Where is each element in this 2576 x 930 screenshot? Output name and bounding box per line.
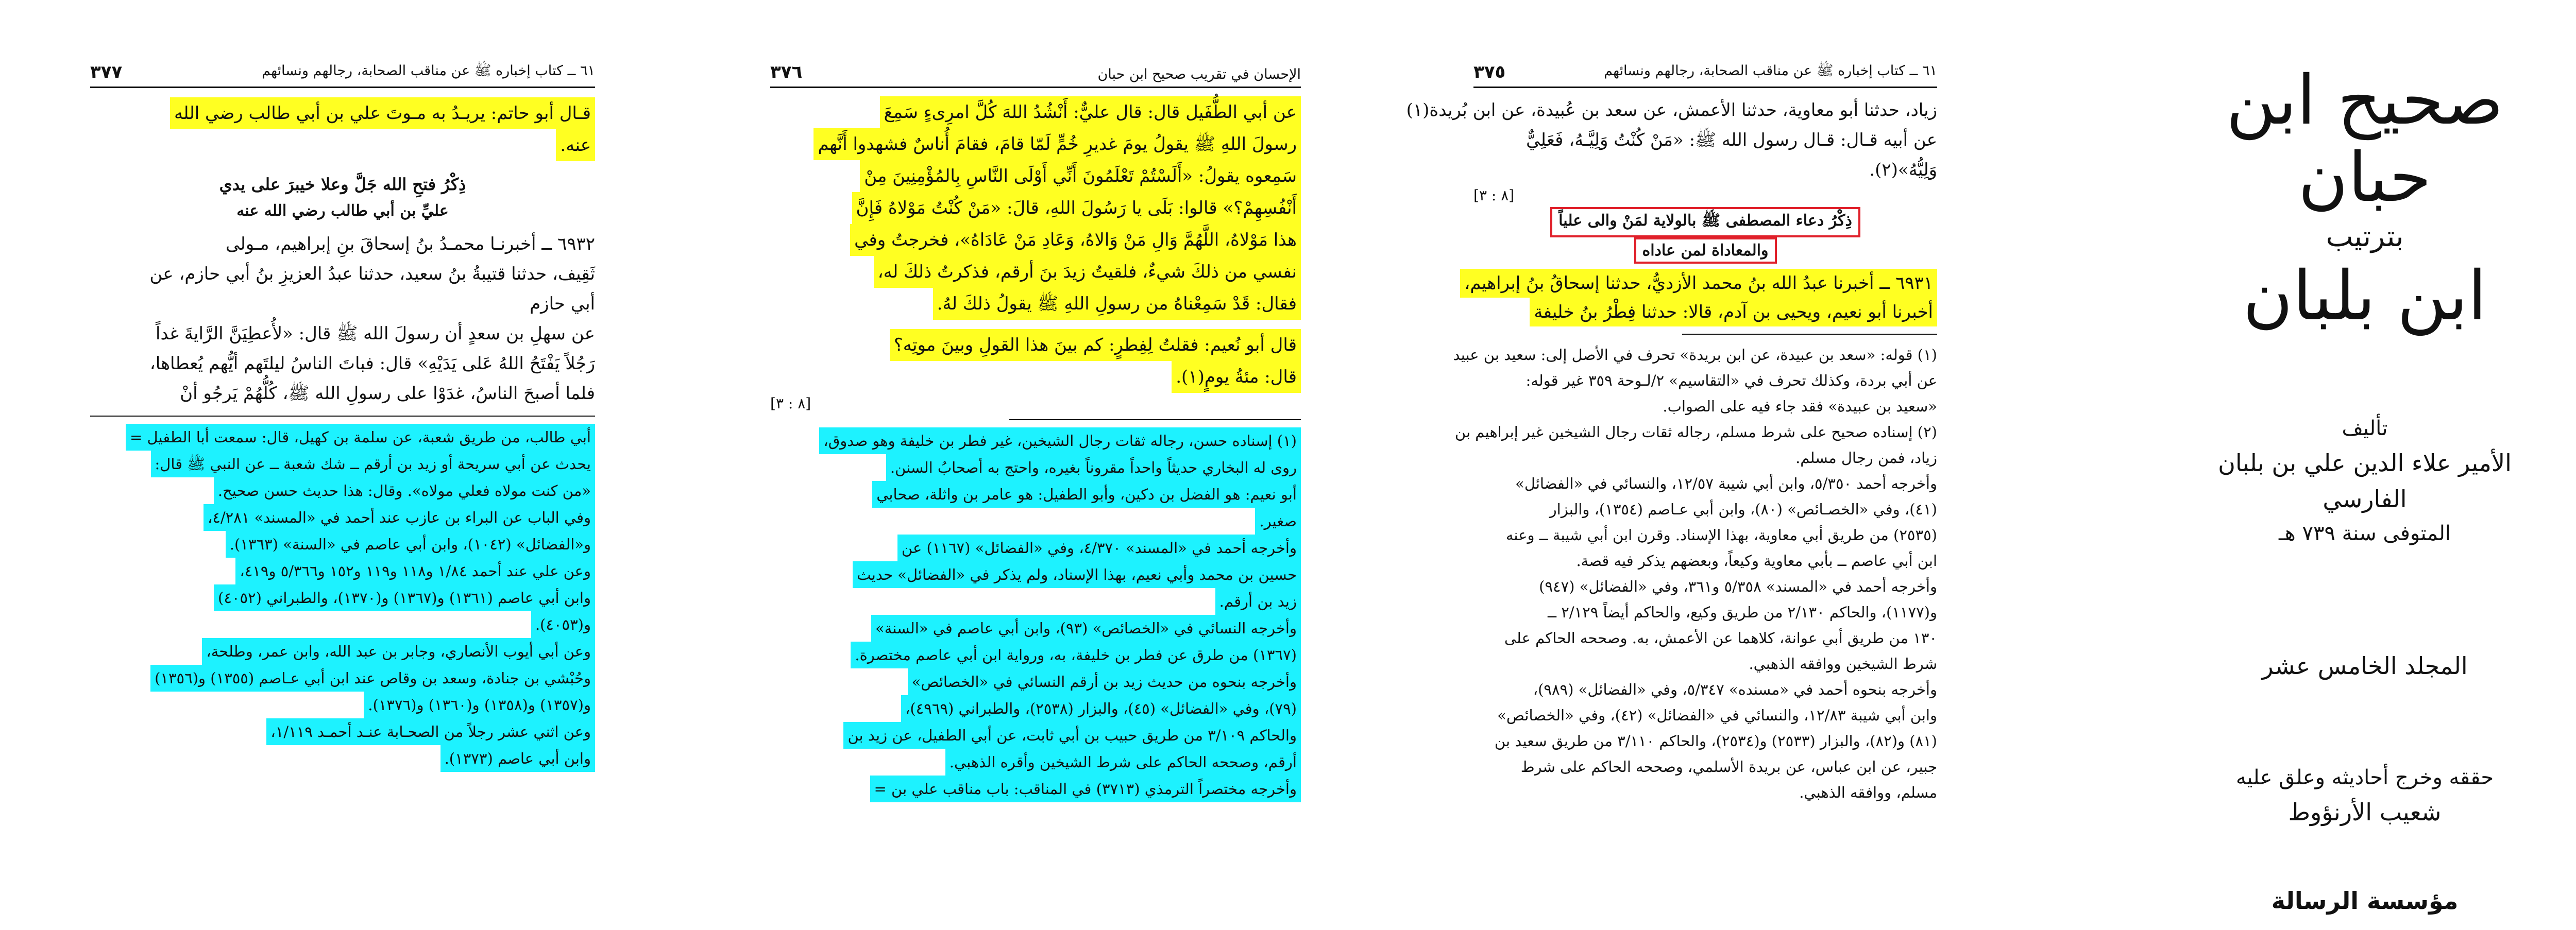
- running-head: ٦١ ــ كتاب إخباره ﷺ عن مناقب الصحابة، رجالهم ونسائهم: [262, 63, 595, 79]
- footnote-line: (١٣٦٧) من طرق عن فطر بن خليفة، به، ورواية ابن أبي عاصم مختصرة.: [851, 642, 1301, 668]
- text-line: أبي حازم: [530, 294, 595, 314]
- book-title-line-2: بترتيب: [2326, 220, 2404, 253]
- footnote-line: (٧٩)، وفي «الفضائل» (٤٥)، والبزار (٢٥٣٨)، والطبراني (٤٩٦٩)،: [901, 695, 1301, 722]
- highlighted-line: ٦٩٣١ ــ أخبرنا عبدُ الله بنُ محمد الأزديُّ، حدثنا إسحاقُ بنُ إبراهيم،: [1460, 269, 1937, 298]
- highlighted-line: أَنْفُسِهِمْ؟» قالوا: بَلَى يا رَسُولَ اللهِ، قالَ: «مَنْ كُنْتُ مَوْلاهُ فَإِنَّ: [852, 192, 1301, 224]
- footnote-line: و«الفضائل» (١٠٤٢)، وابن أبي عاصم في «السنة» (١٣٦٣).: [226, 531, 595, 558]
- editor-name: شعيب الأرنؤوط: [2288, 798, 2442, 826]
- footnote-line: وأخرجه النسائي في «الخصائص» (٩٣)، وابن أبي عاصم في «السنة»: [871, 615, 1301, 642]
- footnote-line: والحاكم ٣/١٠٩ من طريق حبيب بن أبي ثابت، عن أبي الطفيل، عن زيد بن: [843, 722, 1301, 749]
- highlighted-line: عنه.: [556, 129, 595, 161]
- footnote-rule: [1682, 334, 1937, 335]
- footnote-line: أرقم، وصححه الحاكم على شرط الشيخين وأقره الذهبي.: [945, 749, 1301, 776]
- footnote-line: و(١١٧٧)، والحاكم ٢/١٣٠ من طريق وكيع، والحاكم أيضاً ٢/١٢٩ ــ: [1548, 604, 1937, 621]
- footnote-line: يحدث عن أبي سريحة أو زيد بن أرقم ــ شك شعبة ــ عن النبي ﷺ قال:: [151, 451, 595, 477]
- highlighted-line: نفسي من ذلكَ شيءٌ، فلقيتُ زيدَ بنَ أرقم، فذكرتُ ذلكَ له،: [874, 256, 1301, 288]
- footnote-line: جبير، عن ابن عباس، عن بريدة الأسلمي، وصححه الحاكم على شرط: [1520, 758, 1937, 776]
- footnote-line: و(١٣٥٧) و(١٣٥٨) و(١٣٦٠) و(١٣٧٦).: [364, 692, 595, 718]
- text-line: فلما أصبحَ الناسُ، غدَوْا على رسولِ الله ﷺ، كُلُّهُمْ يَرجُو أنْ: [180, 383, 595, 404]
- footnotes: [770, 427, 1301, 802]
- footnote-line: وأخرجه بنحوه من حديث زيد بن أرقم النسائي في «الخصائص»: [908, 668, 1301, 695]
- highlighted-line: فقال: قَدْ سَمِعْناهُ من رسولِ اللهِ ﷺ يقولُ ذلكَ لهُ.: [933, 288, 1301, 320]
- volume-label: المجلد الخامس عشر: [2262, 652, 2468, 680]
- highlighted-line: قـال أبو حاتم: يريـدُ به مـوتَ علي بن أبي طالب رضي الله: [170, 97, 595, 129]
- page-header: [1473, 62, 1937, 88]
- page-number: ٣٧٧: [90, 62, 123, 82]
- highlighted-line: قال: مئةُ يومٍ(١).: [1172, 361, 1301, 393]
- footnote-line: (١) إسناده حسن، رجاله ثقات رجال الشيخين، غير فطر بن خليفة وهو صدوق،: [819, 427, 1301, 454]
- footnote-line: وعن علي عند أحمد ١/٨٤ و١١٨ و١١٩ و١٥٢ و٥/٣٦٦ و٤١٩،: [235, 558, 595, 584]
- footnote-line: وأخرجه أحمد ٥/٣٥٠، وابن أبي شيبة ١٢/٥٧، والنسائي في «الفضائل»: [1515, 475, 1937, 492]
- footnote-line: زيد بن أرقم.: [1215, 588, 1301, 615]
- running-head: ٦١ ــ كتاب إخباره ﷺ عن مناقب الصحابة، رجالهم ونسائهم: [1604, 63, 1937, 79]
- section-title-box: والمعاداة لمن عاداه: [1634, 237, 1777, 264]
- footnote-line: أبو نعيم: هو الفضل بن دكين، وأبو الطفيل: هو عامر بن واثلة، صحابي: [872, 481, 1301, 508]
- page-header: [770, 62, 1301, 88]
- footnote-line: (١) قوله: «سعد بن عبيدة، عن ابن بريدة» تحرف في الأصل إلى: سعيد بن عبيد: [1453, 346, 1937, 364]
- footnote-line: زياد، فمن رجال مسلم.: [1795, 449, 1937, 467]
- footnote-line: (٢٥٣٥) من طريق أبي معاوية، بهذا الإسناد. وقرن ابن أبي شيبة ــ وعنه: [1505, 526, 1937, 544]
- footnote-line: و(٤٠٥٣).: [531, 611, 595, 638]
- footnote-line: وابن أبي عاصم (١٣٦١) و(١٣٦٧) و(١٣٧٠)، والطبراني (٤٠٥٢): [214, 584, 595, 611]
- section-title-box: ذِكْرُ دعاء المصطفى ﷺ بالولاية لمَنْ والى علياً: [1550, 207, 1860, 237]
- text-line: وَلِيُّهُ»(٢).: [1869, 160, 1937, 180]
- text-line: زياد، حدثنا أبو معاوية، حدثنا الأعمش، عن سعد بن عُبيدة، عن ابن بُريدة(١): [1406, 100, 1937, 120]
- publisher-name: مؤسسة الرسالة: [2271, 887, 2459, 915]
- page-377: [90, 62, 595, 886]
- book-title-line-3: ابن بلبان: [2243, 256, 2487, 336]
- footnotes: [1453, 342, 1937, 805]
- text-line: ثَقِيف، حدثنا قتيبةُ بنُ سعيد، حدثنا عبدُ العزيزِ بنُ أبي حازم، عن: [149, 264, 595, 284]
- footnote-line: «سعيد بن عبيدة» فقد جاء فيه على الصواب.: [1663, 398, 1937, 415]
- footnote-line: وفي الباب عن البراء بن عازب عند أحمد في «المسند» ٤/٢٨١،: [204, 504, 595, 531]
- footnote-line: (٨١) و(٨٢)، والبزار (٢٥٣٣) و(٢٥٣٤)، والحاكم ٣/١١٠ من طريق سعيد بن: [1494, 732, 1937, 750]
- footnote-line: شرط الشيخين ووافقه الذهبي.: [1749, 655, 1937, 673]
- footnote-line: ١٣٠ من طريق أبي عوانة، كلاهما عن الأعمش، به. وصححه الحاكم على: [1504, 629, 1937, 647]
- footnote-line: وأخرجه أحمد في «المسند» ٤/٣٧٠، وفي «الفضائل» (١١٦٧) عن: [897, 535, 1301, 561]
- text-line: عن سهلِ بن سعدٍ أن رسولَ الله ﷺ قال: «لأُعطِيَنَّ الرَّايةَ غداً: [155, 323, 595, 344]
- footnote-line: وعن أبي أيوب الأنصاري، وجابر بن عبد الله، وابن عمر، وطلحة،: [202, 638, 595, 665]
- footnote-rule: [1009, 419, 1301, 420]
- page-header: [90, 62, 595, 88]
- footnote-line: حسين بن محمد وأبي نعيم، بهذا الإسناد، ولم يذكر في «الفضائل» حديث: [853, 561, 1301, 588]
- page-375: [1406, 62, 1937, 886]
- footnote-line: صغير.: [1255, 508, 1301, 535]
- text-line: عن أبيه قـال: قـال رسول الله ﷺ: «مَنْ كُنْتُ وَلِيَّـهُ، فَعَلِيٌّ: [1526, 130, 1937, 150]
- footnote-line: وأخرجه أحمد في «المسند» ٥/٣٥٨ و٣٦١، وفي «الفضائل» (٩٤٧): [1539, 578, 1937, 595]
- footnote-line: وأخرجه مختصراً الترمذي (٣٧١٣) في المناقب: باب مناقب علي بن =: [870, 776, 1301, 802]
- footnote-line: وابن أبي شيبة ١٢/٨٣، والنسائي في «الفضائل» (٤٢)، وفي «الخصائص»: [1497, 707, 1937, 724]
- page-number: ٣٧٥: [1473, 62, 1506, 82]
- highlighted-line: سَمِعوه يقولُ: «أَلَسْتُمْ تَعْلَمُونَ أَنِّي أَوْلَى النَّاسِ بِالمُؤْمِنِينَ مِنْ: [860, 160, 1301, 192]
- text-line: ٦٩٣٢ ــ أخبرنـا محمـدُ بنُ إسحاقَ بنِ إبراهيم، مـولى: [226, 234, 595, 254]
- page-376: [770, 62, 1301, 886]
- volume-ref: [٨ : ٣]: [1473, 187, 1515, 204]
- highlighted-line: عن أبي الطُّفَيل قال: قال عليٌّ: أَنْشُدُ اللهَ كُلَّ امرِىءٍ سَمِعَ: [880, 96, 1301, 128]
- author-name: الأمير علاء الدين علي بن بلبان الفارسي: [2218, 449, 2512, 513]
- footnote-line: (٤١)، وفي «الخصـائص» (٨٠)، وابن أبي عـاصم (١٣٥٤)، والبزار: [1549, 501, 1937, 518]
- footnote-line: مسلم، ووافقه الذهبي.: [1799, 784, 1937, 801]
- text-line: رَجُلاً يَفْتَحُ اللهُ عَلى يَدَيْهِ» قال: فباتَ الناسُ ليلتَهم أيُّهم يُعطاها،: [149, 353, 595, 374]
- highlighted-line: قال أبو نُعيم: فقلتُ لِفِطرٍ: كم بينَ هذا القولِ وبينَ موتِه؟: [890, 329, 1301, 361]
- footnote-line: وأخرجه بنحوه أحمد في «مسنده» ٥/٣٤٧، وفي «الفضائل» (٩٨٩)،: [1533, 681, 1937, 698]
- editor-credit: حققه وخرج أحاديثه وعلق عليه: [2235, 766, 2494, 789]
- highlighted-line: هذا مَوْلاهُ، اللَّهُمَّ وَالِ مَنْ وَالاهُ، وَعَادِ مَنْ عَادَاهُ»، فخرجتُ وفي: [850, 224, 1301, 256]
- footnote-line: روى له البخاري حديثاً واحداً مقروناً بغيره، واحتج به أصحابُ السنن.: [886, 454, 1301, 481]
- author-death-date: المتوفى سنة ٧٣٩ هـ: [2278, 522, 2451, 545]
- footnote-line: ابن أبي عاصم ــ بأبي معاوية وكيعاً، وبعضهم يذكر فيه قصة.: [1576, 552, 1937, 570]
- volume-ref: [٨ : ٣]: [770, 395, 811, 412]
- section-title: ذِكْرُ فتحِ الله جَلَّ وعلا خيبرَ على يدي: [219, 175, 466, 194]
- footnotes: [90, 424, 595, 772]
- highlighted-line: رسولَ اللهِ ﷺ يقولُ يومَ غديرِ خُمٍّ لَمّا قامَ، فقامَ أُناسٌ فشهدوا أَنَّهم: [814, 128, 1301, 160]
- footnote-line: وحُبْشي بن جنادة، وسعد بن وقاص عند ابن أبي عـاصم (١٣٥٥) و(١٣٥٦): [150, 665, 595, 692]
- running-head: الإحسان في تقريب صحيح ابن حبان: [1097, 66, 1301, 82]
- footnote-line: «من كنت مولاه فعلي مولاه». وقال: هذا حديث حسن صحيح.: [214, 477, 595, 504]
- footnote-line: أبي طالب، من طريق شعبة، عن سلمة بن كهيل، قال: سمعت أبا الطفيل =: [126, 424, 595, 451]
- footnote-rule: [90, 416, 595, 417]
- highlighted-line: أخبرنا أبو نعيم، ويحيى بن آدم، قالا: حدثنا فِطْرُ بنُ خليفة: [1530, 298, 1937, 326]
- footnote-line: (٢) إسناده صحيح على شرط مسلم، رجاله ثقات رجال الشيخين غير إبراهيم بن: [1454, 423, 1937, 441]
- page-number: ٣٧٦: [770, 62, 803, 82]
- section-title: عليِّ بن أبي طالب رضي الله عنه: [236, 202, 449, 220]
- authored-label: تأليف: [2342, 417, 2388, 440]
- footnote-line: وابن أبي عاصم (١٣٧٣).: [440, 745, 595, 772]
- footnote-line: وعن اثني عشر رجلاً من الصحـابة عنـد أحمـد ١/١١٩،: [266, 718, 595, 745]
- book-title-line-1: صحيح ابن حبان: [2226, 61, 2504, 217]
- footnote-line: عن أبي بردة، وكذلك تحرف في «التقاسيم» ٢/لـوحة ٣٥٩ غير قوله:: [1526, 372, 1937, 389]
- title-page: [2179, 61, 2550, 915]
